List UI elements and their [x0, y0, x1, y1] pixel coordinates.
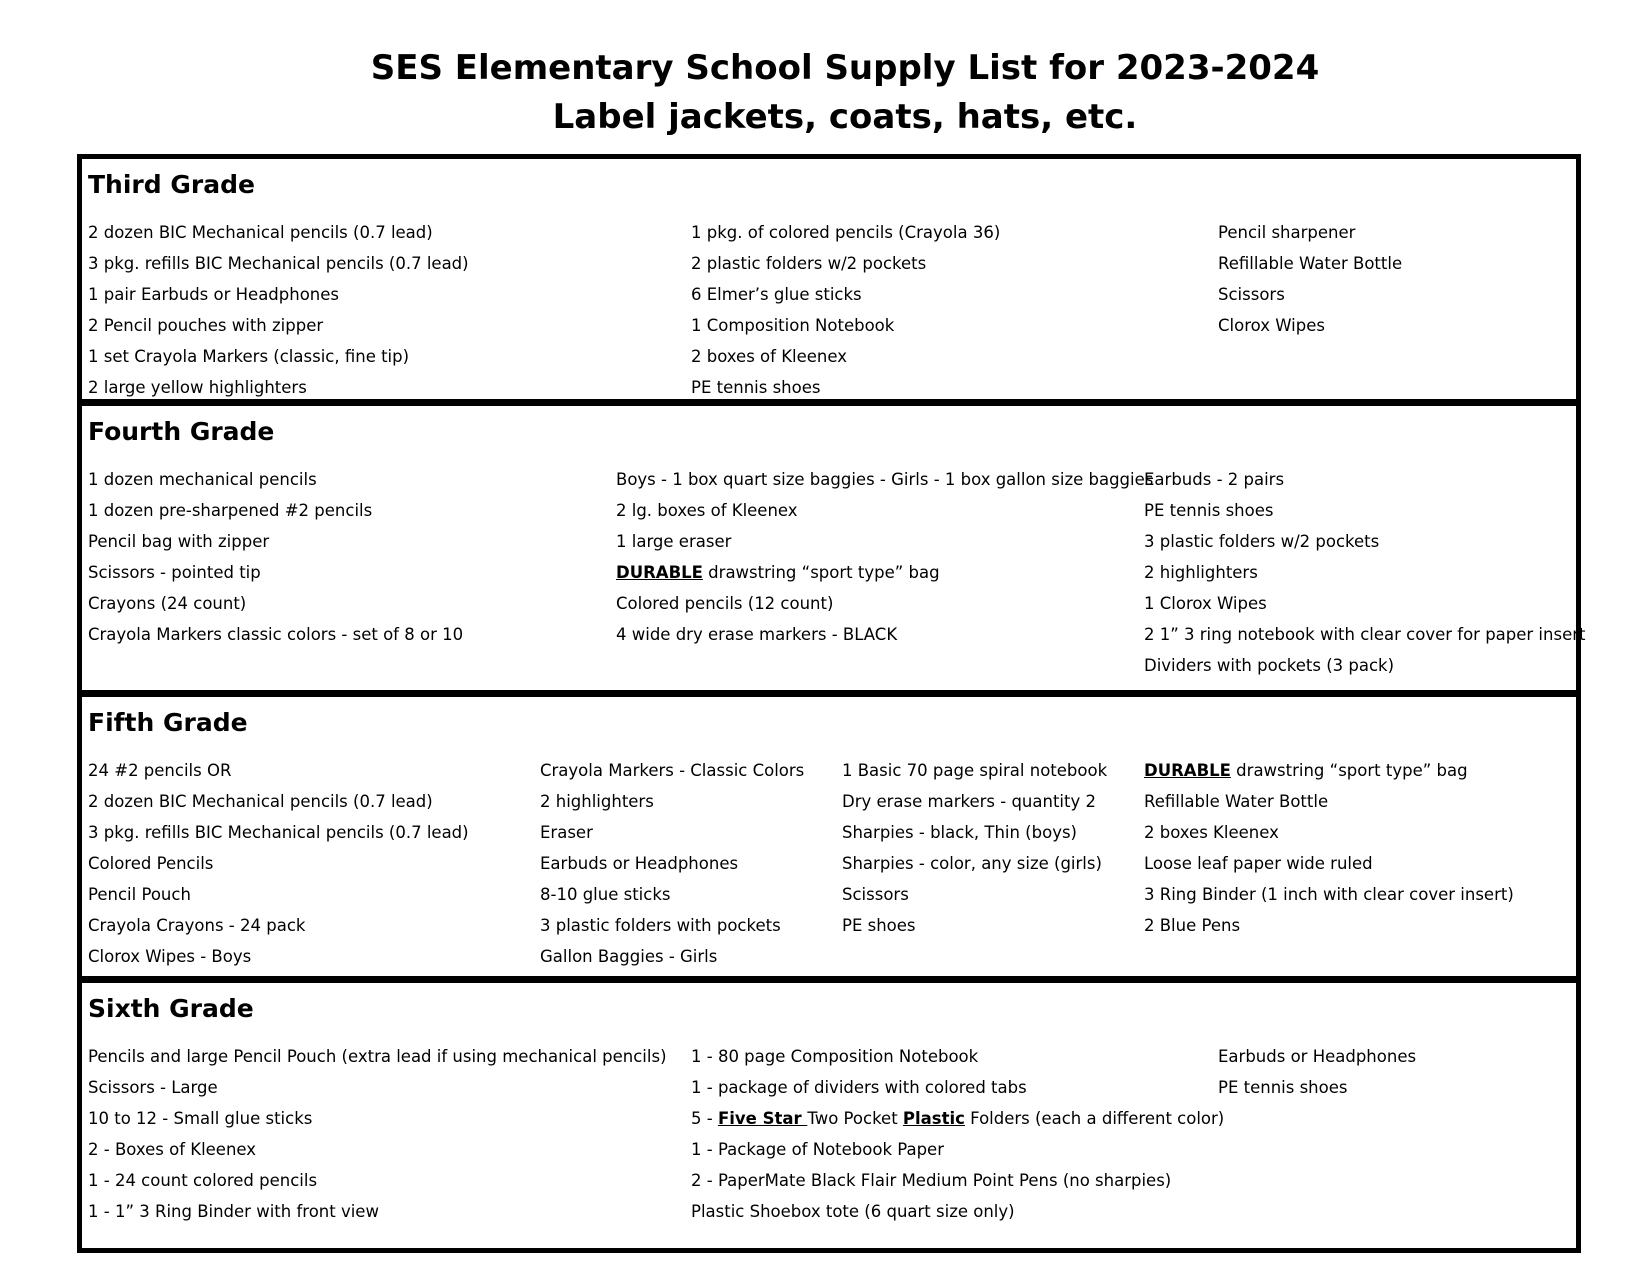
- list-item: 2 Pencil pouches with zipper: [88, 316, 324, 335]
- item-text: drawstring “sport type” bag: [1230, 761, 1468, 780]
- item-text: 5 -: [691, 1109, 718, 1128]
- list-item: Pencil bag with zipper: [88, 532, 270, 551]
- list-item: 1 dozen mechanical pencils: [88, 470, 317, 489]
- item-text: Folders (each a different color): [964, 1109, 1225, 1128]
- list-item: 2 large yellow highlighters: [88, 378, 307, 397]
- column: [842, 755, 1107, 941]
- list-item: Crayola Markers - Classic Colors: [540, 761, 805, 780]
- list-item: 3 Ring Binder (1 inch with clear cover insert): [1144, 885, 1514, 904]
- list-item: 1 Basic 70 page spiral notebook: [842, 761, 1108, 780]
- list-item: 2 - Boxes of Kleenex: [88, 1140, 257, 1159]
- column: [540, 755, 804, 972]
- list-item: 1 - 80 page Composition Notebook: [691, 1047, 979, 1066]
- list-item: Earbuds or Headphones: [1218, 1047, 1417, 1066]
- list-item: 2 boxes Kleenex: [1144, 823, 1279, 842]
- list-item: [1144, 755, 1514, 786]
- list-item: Plastic Shoebox tote (6 quart size only): [691, 1202, 1015, 1221]
- list-item: 3 pkg. refills BIC Mechanical pencils (0.7 lead): [88, 823, 469, 842]
- list-item: Dry erase markers - quantity 2: [842, 792, 1096, 811]
- list-item: 3 plastic folders w/2 pockets: [1144, 532, 1380, 551]
- list-item: 10 to 12 - Small glue sticks: [88, 1109, 313, 1128]
- list-item: 2 highlighters: [1144, 563, 1258, 582]
- column: [88, 464, 463, 650]
- section-third-grade: [77, 154, 1581, 404]
- list-item: Pencil sharpener: [1218, 223, 1356, 242]
- page-title: SES Elementary School Supply List for 2023-2024: [370, 48, 1320, 88]
- list-item: 1 dozen pre-sharpened #2 pencils: [88, 501, 373, 520]
- section-heading: Fifth Grade: [88, 708, 248, 737]
- item-text: drawstring “sport type” bag: [702, 563, 940, 582]
- emphasis: Five Star: [717, 1109, 808, 1128]
- list-item: Pencils and large Pencil Pouch (extra lead if using mechanical pencils): [88, 1047, 667, 1066]
- list-item: 2 dozen BIC Mechanical pencils (0.7 lead): [88, 792, 433, 811]
- list-item: 2 lg. boxes of Kleenex: [616, 501, 798, 520]
- list-item: Loose leaf paper wide ruled: [1144, 854, 1373, 873]
- list-item: 1 - package of dividers with colored tabs: [691, 1078, 1027, 1097]
- list-item: Colored pencils (12 count): [616, 594, 834, 613]
- list-item: 1 Composition Notebook: [691, 316, 895, 335]
- list-item: 1 - Package of Notebook Paper: [691, 1140, 944, 1159]
- column: [1144, 464, 1585, 681]
- list-item: Clorox Wipes - Boys: [88, 947, 252, 966]
- list-item: 4 wide dry erase markers - BLACK: [616, 625, 898, 644]
- list-item: Scissors: [1218, 285, 1285, 304]
- list-item: Dividers with pockets (3 pack): [1144, 656, 1395, 675]
- list-item: 1 pair Earbuds or Headphones: [88, 285, 340, 304]
- list-item: Crayola Crayons - 24 pack: [88, 916, 306, 935]
- list-item: Crayons (24 count): [88, 594, 247, 613]
- list-item: 2 highlighters: [540, 792, 654, 811]
- list-item: Scissors - Large: [88, 1078, 218, 1097]
- list-item: Eraser: [540, 823, 593, 842]
- list-item: Clorox Wipes: [1218, 316, 1325, 335]
- list-item: Sharpies - color, any size (girls): [842, 854, 1102, 873]
- list-item: 2 plastic folders w/2 pockets: [691, 254, 927, 273]
- page-subtitle: Label jackets, coats, hats, etc.: [552, 97, 1138, 137]
- list-item: Scissors - pointed tip: [88, 563, 261, 582]
- section-heading: Third Grade: [88, 170, 255, 199]
- column: [1218, 1041, 1416, 1103]
- section-heading: Sixth Grade: [88, 994, 254, 1023]
- column: [88, 1041, 667, 1227]
- column: [691, 217, 1000, 403]
- list-item: PE shoes: [842, 916, 916, 935]
- list-item: 3 plastic folders with pockets: [540, 916, 781, 935]
- column: [88, 755, 469, 972]
- list-item: Earbuds or Headphones: [540, 854, 739, 873]
- emphasis: DURABLE: [616, 563, 703, 582]
- list-item: Boys - 1 box quart size baggies - Girls - 1 box gallon size baggies: [616, 470, 1154, 489]
- list-item: 2 1” 3 ring notebook with clear cover for paper insert: [1144, 625, 1586, 644]
- column: [691, 1041, 1224, 1227]
- list-item: Gallon Baggies - Girls: [540, 947, 718, 966]
- list-item: [616, 557, 1153, 588]
- column: [1218, 217, 1402, 341]
- list-item: [691, 1103, 1224, 1134]
- list-item: 3 pkg. refills BIC Mechanical pencils (0.7 lead): [88, 254, 469, 273]
- list-item: 1 Clorox Wipes: [1144, 594, 1267, 613]
- section-fifth-grade: [77, 692, 1581, 981]
- list-item: Colored Pencils: [88, 854, 214, 873]
- list-item: 2 - PaperMate Black Flair Medium Point Pens (no sharpies): [691, 1171, 1172, 1190]
- list-item: 1 pkg. of colored pencils (Crayola 36): [691, 223, 1001, 242]
- list-item: Refillable Water Bottle: [1218, 254, 1403, 273]
- list-item: Crayola Markers classic colors - set of 8 or 10: [88, 625, 464, 644]
- list-item: PE tennis shoes: [691, 378, 821, 397]
- column: [616, 464, 1153, 650]
- list-item: Sharpies - black, Thin (boys): [842, 823, 1077, 842]
- list-item: Refillable Water Bottle: [1144, 792, 1329, 811]
- column: [1144, 755, 1514, 941]
- list-item: Scissors: [842, 885, 909, 904]
- list-item: PE tennis shoes: [1218, 1078, 1348, 1097]
- section-fourth-grade: [77, 401, 1586, 695]
- emphasis: DURABLE: [1144, 761, 1231, 780]
- list-item: 8-10 glue sticks: [540, 885, 671, 904]
- list-item: 2 dozen BIC Mechanical pencils (0.7 lead): [88, 223, 433, 242]
- list-item: 1 large eraser: [616, 532, 732, 551]
- list-item: Earbuds - 2 pairs: [1144, 470, 1285, 489]
- list-item: 1 - 1” 3 Ring Binder with front view: [88, 1202, 379, 1221]
- list-item: Pencil Pouch: [88, 885, 191, 904]
- emphasis: Plastic: [902, 1109, 965, 1128]
- list-item: 1 set Crayola Markers (classic, fine tip): [88, 347, 410, 366]
- column: [88, 217, 469, 403]
- list-item: 2 Blue Pens: [1144, 916, 1241, 935]
- list-item: 1 - 24 count colored pencils: [88, 1171, 318, 1190]
- list-item: 24 #2 pencils OR: [88, 761, 232, 780]
- item-text: Two Pocket: [807, 1109, 903, 1128]
- list-item: 2 boxes of Kleenex: [691, 347, 847, 366]
- section-heading: Fourth Grade: [88, 417, 275, 446]
- list-item: PE tennis shoes: [1144, 501, 1274, 520]
- list-item: 6 Elmer’s glue sticks: [691, 285, 862, 304]
- section-sixth-grade: [77, 978, 1581, 1253]
